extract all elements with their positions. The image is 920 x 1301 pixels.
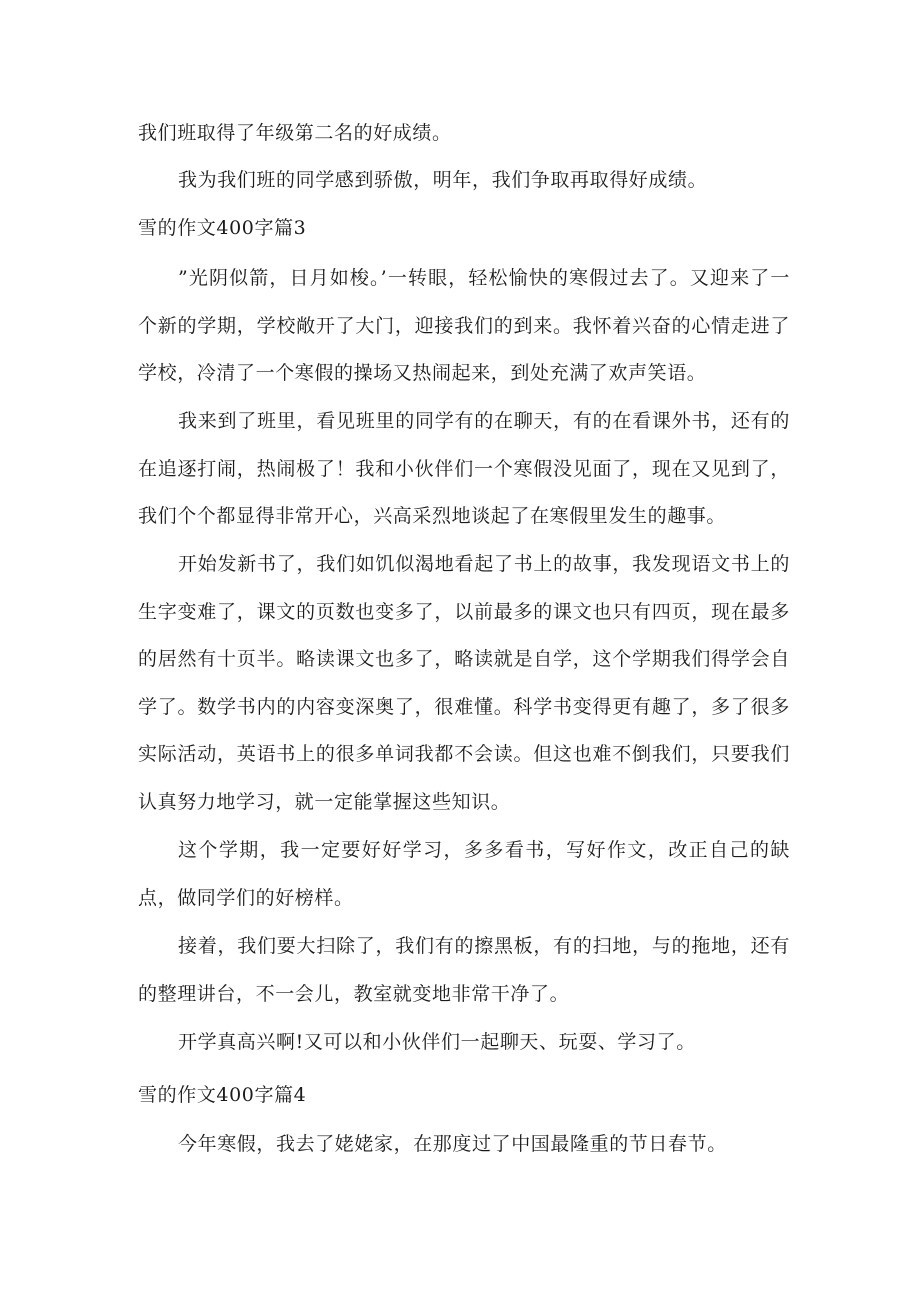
paragraph-cleaning: 接着，我们要大扫除了，我们有的擦黑板，有的扫地，与的拖地，还有的整理讲台，不一会儿，教室就变地非常干净了。 [138, 935, 790, 1005]
paragraph-proud: 我为我们班的同学感到骄傲，明年，我们争取再取得好成绩。 [178, 169, 708, 191]
paragraph-happy: 开学真高兴啊!又可以和小伙伴们一起聊天、玩耍、学习了。 [178, 1031, 696, 1053]
paragraph-classroom: 我来到了班里，看见班里的同学有的在聊天，有的在看课外书，还有的在追逐打闹，热闹极了！我和小伙伴们一个寒假没见面了，现在又见到了，我们个个都显得非常开心，兴高采烈地谈起了在寒假里发生的趣事。 [138, 410, 790, 528]
paragraph-class-result: 我们班取得了年级第二名的好成绩。 [138, 122, 452, 144]
paragraph-spring-festival: 今年寒假，我去了姥姥家，在那度过了中国最隆重的节日春节。 [178, 1133, 727, 1155]
section-heading-3: 雪的作文400字篇3 [138, 217, 307, 239]
paragraph-resolution: 这个学期，我一定要好好学习，多多看书，写好作文，改正自己的缺点，做同学们的好榜样。 [138, 839, 790, 909]
section-heading-4: 雪的作文400字篇4 [138, 1084, 307, 1106]
paragraph-new-term: ”光阴似箭，日月如梭。’一转眼，轻松愉快的寒假过去了。又迎来了一个新的学期，学校敞开了大门，迎接我们的到来。我怀着兴奋的心情走进了学校，冷清了一个寒假的操场又热闹起来，到处充满了欢声笑语。 [138, 267, 790, 385]
paragraph-new-books: 开始发新书了，我们如饥似渴地看起了书上的故事，我发现语文书上的生字变难了，课文的页数也变多了，以前最多的课文也只有四页，现在最多的居然有十页半。略读课文也多了，略读就是自学，这个学期我们得学会自学了。数学书内的内容变深奥了，很难懂。科学书变得更有趣了，多了很多实际活动，英语书上的很多单词我都不会读。但这也难不倒我们，只要我们认真努力地学习，就一定能掌握这些知识。 [138, 553, 790, 813]
